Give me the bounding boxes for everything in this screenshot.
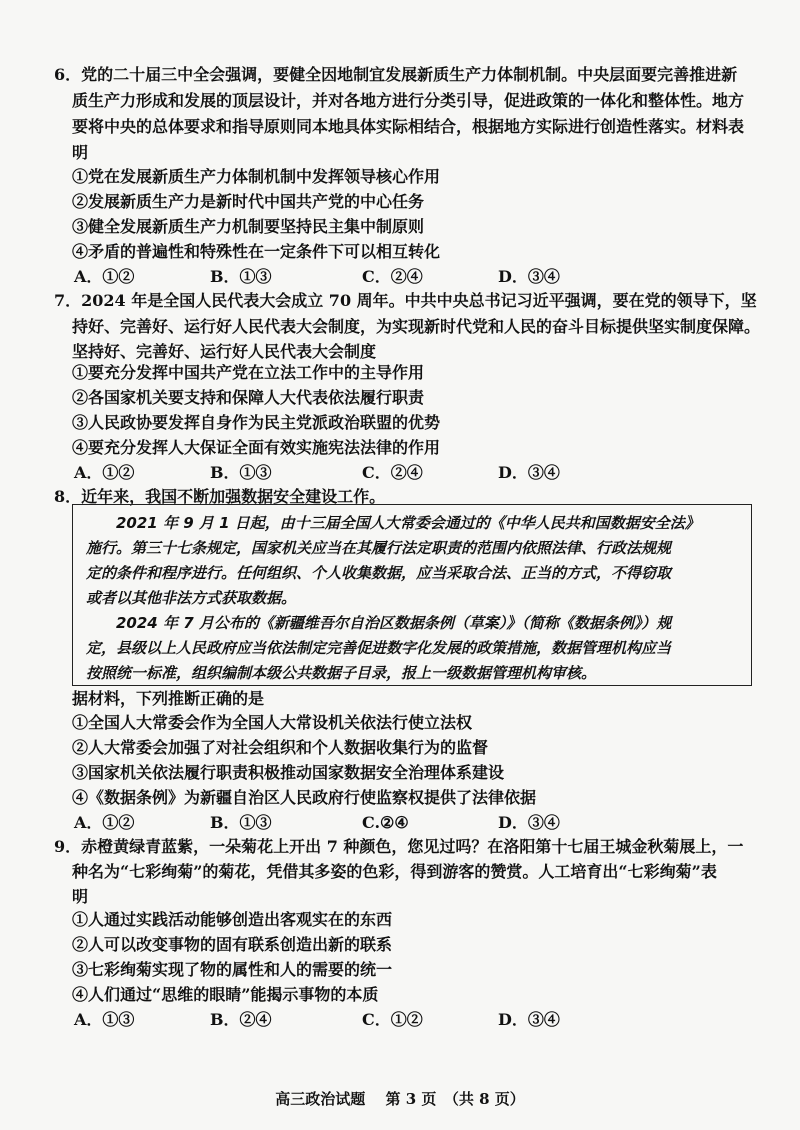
q9-option-c[interactable]: C．①② (362, 1010, 423, 1029)
q6-option-a[interactable]: A．①② (74, 267, 135, 286)
q8-option-c[interactable]: C.②④ (362, 813, 409, 832)
q7-option-c[interactable]: C．②④ (362, 463, 423, 482)
q6-stem-line-4: 明 (72, 143, 89, 162)
q6-option-b[interactable]: B．①③ (210, 267, 272, 286)
q7-stem-line-1: 7．2024 年是全国人民代表大会成立 70 周年。中共中央总书记习近平强调，要在党的领导下，坚 (54, 291, 757, 310)
page-footer: 高三政治试题 第 3 页 （共 8 页） (275, 1090, 525, 1108)
q6-stem-line-3: 要将中央的总体要求和指导原则同本地具体实际相结合，根据地方实际进行创造性落实。材料表 (72, 117, 745, 136)
q6-statement-4: ④矛盾的普遍性和特殊性在一定条件下可以相互转化 (72, 242, 441, 261)
q6-statement-3: ③健全发展新质生产力机制要坚持民主集中制原则 (72, 217, 425, 236)
q9-statement-4: ④人们通过“思维的眼睛”能揭示事物的本质 (72, 985, 379, 1004)
q9-statement-1: ①人通过实践活动能够创造出客观实在的东西 (72, 910, 393, 929)
q9-stem-line-1: 9．赤橙黄绿青蓝紫，一朵菊花上开出 7 种颜色，您见过吗？在洛阳第十七届王城金秋菊展上，一 (54, 837, 744, 856)
q7-option-b[interactable]: B．①③ (210, 463, 272, 482)
q7-statement-2: ②各国家机关要支持和保障人大代表依法履行职责 (72, 388, 425, 407)
q8-statement-1: ①全国人大常委会作为全国人大常设机关依法行使立法权 (72, 713, 473, 732)
q6-option-c[interactable]: C．②④ (362, 267, 423, 286)
q9-statement-3: ③七彩绚菊实现了物的属性和人的需要的统一 (72, 960, 393, 979)
q8-material-line-5: 2024 年 7 月公布的《新疆维吾尔自治区数据条例（草案）》（简称《数据条例》）规 (116, 614, 672, 632)
q9-options (0, 1009, 800, 1031)
q8-material-line-2: 施行。第三十七条规定，国家机关应当在其履行法定职责的范围内依照法律、行政法规规 (86, 539, 672, 557)
q8-statement-3: ③国家机关依法履行职责积极推动国家数据安全治理体系建设 (72, 763, 505, 782)
q8-options (0, 812, 800, 834)
q9-option-a[interactable]: A．①③ (74, 1010, 135, 1029)
q7-option-d[interactable]: D．③④ (498, 463, 560, 482)
q8-material-line-4: 或者以其他非法方式获取数据。 (86, 589, 297, 607)
q8-material-line-6: 定，县级以上人民政府应当依法制定完善促进数字化发展的政策措施，数据管理机构应当 (86, 639, 672, 657)
q7-option-a[interactable]: A．①② (74, 463, 135, 482)
q7-statement-1: ①要充分发挥中国共产党在立法工作中的主导作用 (72, 363, 425, 382)
q8-option-b[interactable]: B．①③ (210, 813, 272, 832)
q7-options (0, 462, 800, 484)
q6-statement-1: ①党在发展新质生产力体制机制中发挥领导核心作用 (72, 167, 441, 186)
q9-statement-2: ②人可以改变事物的固有联系创造出新的联系 (72, 935, 393, 954)
q7-stem-line-3: 坚持好、完善好、运行好人民代表大会制度 (72, 342, 377, 361)
q8-option-d[interactable]: D．③④ (498, 813, 560, 832)
q9-option-b[interactable]: B．②④ (210, 1010, 272, 1029)
q7-statement-4: ④要充分发挥人大保证全面有效实施宪法法律的作用 (72, 438, 441, 457)
q8-question: 据材料，下列推断正确的是 (72, 689, 265, 708)
q8-statement-4: ④《数据条例》为新疆自治区人民政府行使监察权提供了法律依据 (72, 788, 537, 807)
q9-option-d[interactable]: D．③④ (498, 1010, 560, 1029)
q7-stem-line-2: 持好、完善好、运行好人民代表大会制度，为实现新时代党和人民的奋斗目标提供坚实制度保障。 (72, 317, 761, 336)
q7-statement-3: ③人民政协要发挥自身作为民主党派政治联盟的优势 (72, 413, 441, 432)
q8-option-a[interactable]: A．①② (74, 813, 135, 832)
q8-statement-2: ②人大常委会加强了对社会组织和个人数据收集行为的监督 (72, 738, 489, 757)
q6-options (0, 266, 800, 288)
q9-stem-line-2: 种名为“七彩绚菊”的菊花，凭借其多姿的色彩，得到游客的赞赏。人工培育出“七彩绚菊”表 (72, 862, 717, 881)
q8-material-line-1: 2021 年 9 月 1 日起，由十三届全国人大常委会通过的《中华人民共和国数据安全法》 (116, 514, 700, 532)
q6-stem-line-2: 质生产力形成和发展的顶层设计，并对各地方进行分类引导，促进政策的一体化和整体性。地方 (72, 91, 745, 110)
q6-statement-2: ②发展新质生产力是新时代中国共产党的中心任务 (72, 192, 425, 211)
q8-material-line-7: 按照统一标准，组织编制本级公共数据子目录，报上一级数据管理机构审核。 (86, 664, 597, 682)
q9-stem-line-3: 明 (72, 887, 89, 906)
q6-stem-line-1: 6．党的二十届三中全会强调，要健全因地制宜发展新质生产力体制机制。中央层面要完善推进新 (54, 65, 738, 84)
q8-intro: 8．近年来，我国不断加强数据安全建设工作。 (54, 487, 386, 506)
q6-option-d[interactable]: D．③④ (498, 267, 560, 286)
q8-material-line-3: 定的条件和程序进行。任何组织、个人收集数据，应当采取合法、正当的方式，不得窃取 (86, 564, 672, 582)
